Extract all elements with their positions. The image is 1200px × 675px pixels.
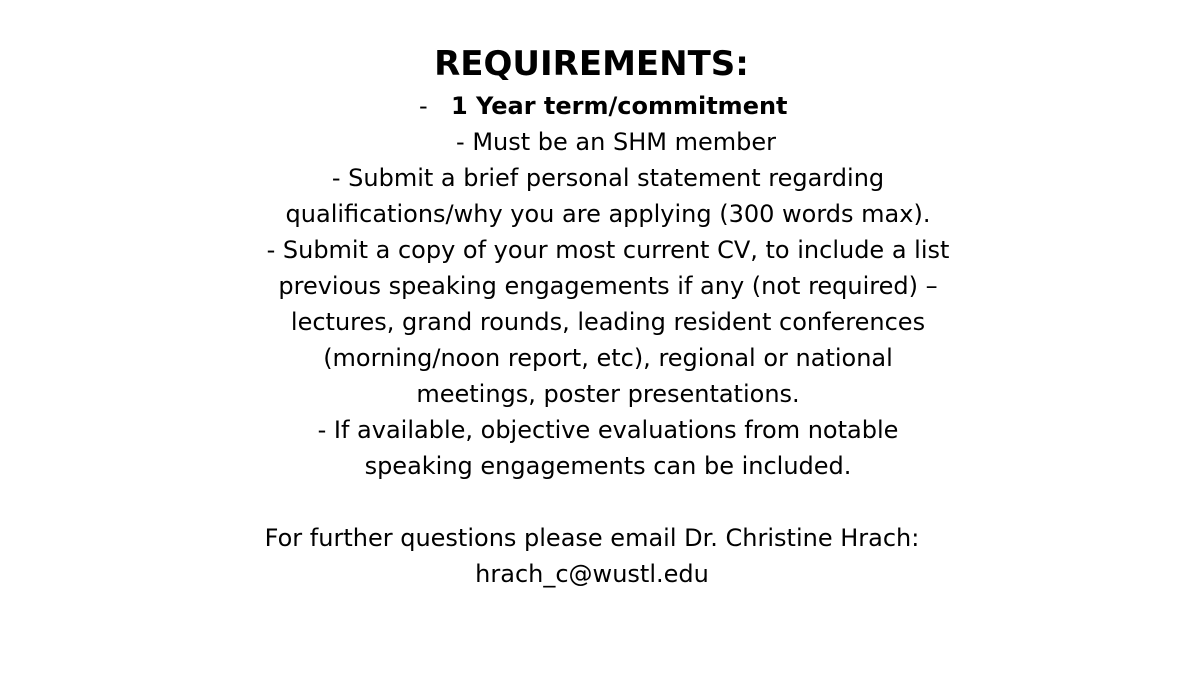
requirement-shm-member: - Must be an SHM member	[456, 128, 776, 156]
requirement-evaluations-line-1: - If available, objective evaluations from notable	[317, 416, 899, 444]
requirement-cv-line-3: lectures, grand rounds, leading resident conferences	[290, 308, 926, 336]
requirement-cv-line-5: meetings, poster presentations.	[416, 380, 800, 408]
contact-text: For further questions please email Dr. Christine Hrach:	[264, 524, 920, 552]
term-text: 1 Year term/commitment	[451, 92, 788, 120]
requirement-cv-line-2: previous speaking engagements if any (not required) –	[278, 272, 938, 300]
requirement-cv-line-1: - Submit a copy of your most current CV, to include a list	[266, 236, 950, 264]
requirement-cv-line-4: (morning/noon report, etc), regional or national	[323, 344, 893, 372]
requirement-statement-line-2: qualifications/why you are applying (300 words max).	[285, 200, 931, 228]
list-dash: -	[419, 92, 428, 120]
requirement-term	[419, 88, 788, 124]
requirement-evaluations-line-2: speaking engagements can be included.	[364, 452, 852, 480]
requirements-heading: REQUIREMENTS:	[434, 44, 749, 84]
contact-email[interactable]: hrach_c@wustl.edu	[475, 560, 709, 588]
requirement-statement-line-1: - Submit a brief personal statement regarding	[331, 164, 885, 192]
